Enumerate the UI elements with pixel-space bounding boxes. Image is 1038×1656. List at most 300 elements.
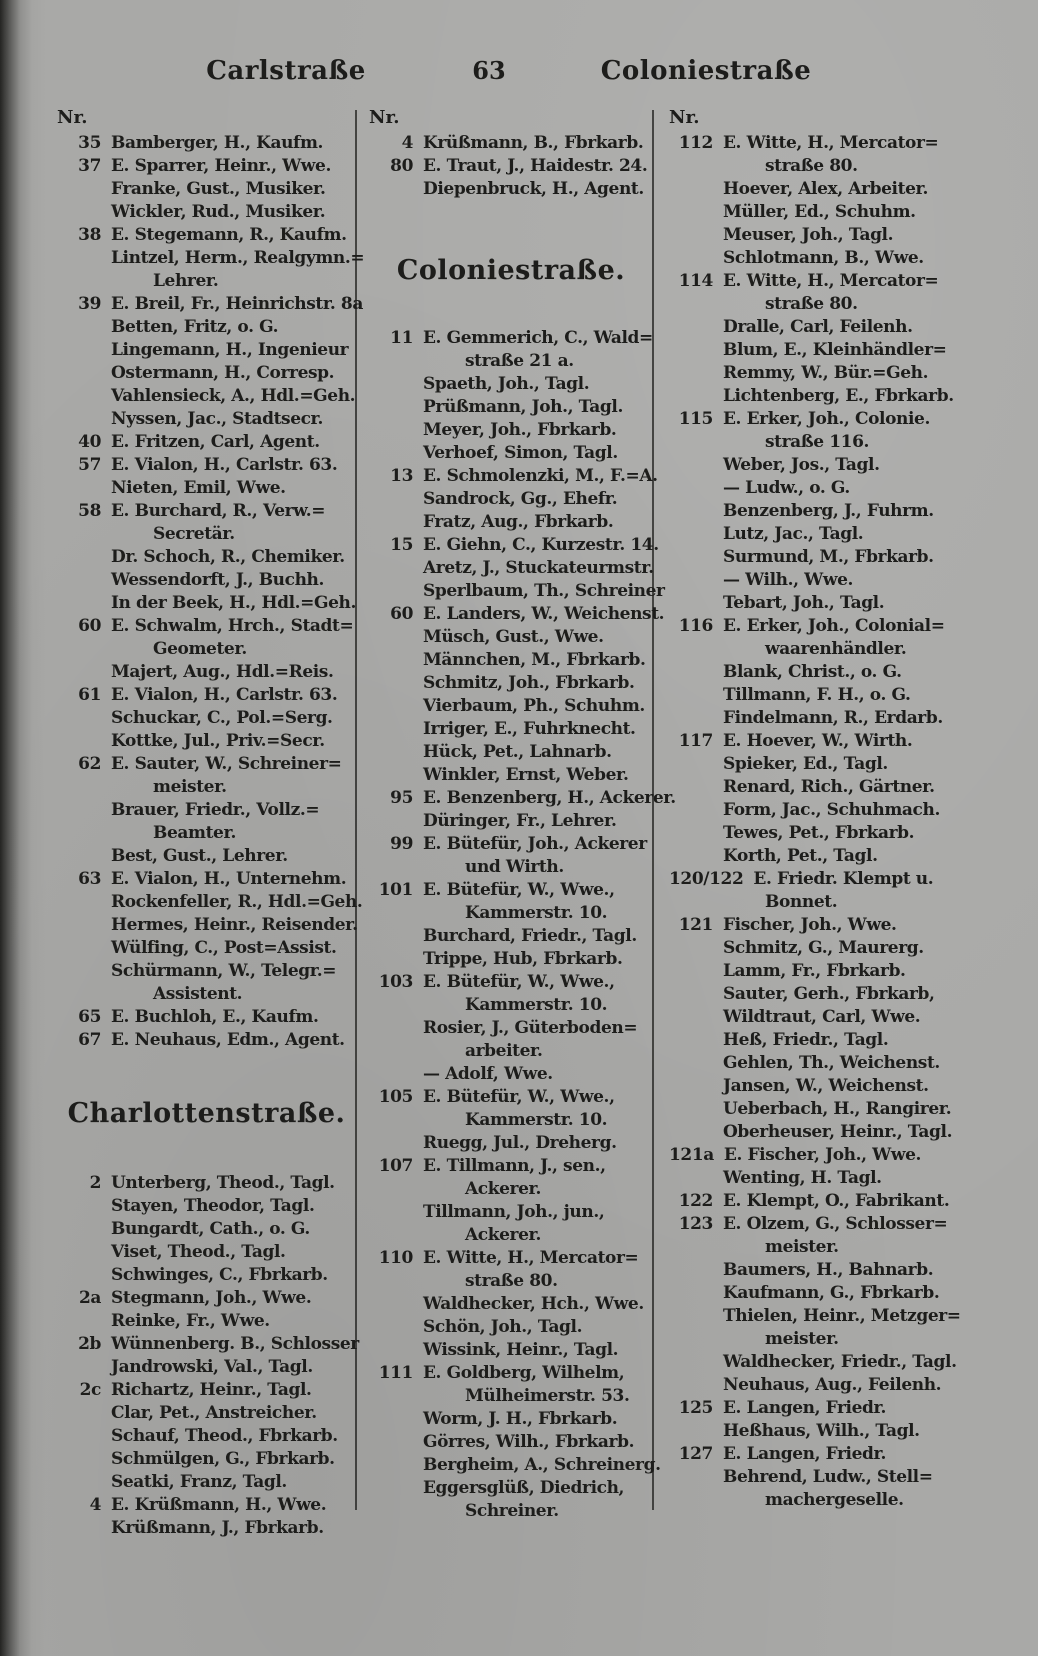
entry-continuation-line: Reinke, Fr., Wwe. — [111, 1311, 270, 1331]
nr-column-label: Nr. — [369, 107, 400, 128]
entry-continuation-line: Seatki, Franz, Tagl. — [111, 1472, 287, 1492]
directory-entry — [669, 914, 1009, 1144]
entry-text: E. Bütefür, W., Wwe., — [423, 880, 615, 900]
entry-line — [669, 1190, 1009, 1213]
entry-line — [369, 971, 653, 994]
directory-entry — [57, 684, 356, 753]
entry-continuation-line: Wickler, Rud., Musiker. — [111, 202, 326, 222]
entry-continuation-line: straße 80. — [765, 294, 858, 314]
entry-continuation-line: Korth, Pet., Tagl. — [723, 846, 878, 866]
directory-entry — [669, 1190, 1009, 1213]
entry-text: E. Langen, Friedr. — [723, 1444, 887, 1464]
house-number: 4 — [401, 133, 413, 153]
entry-continuation-line: Secretär. — [153, 524, 235, 544]
entry-continuation-line: Winkler, Ernst, Weber. — [423, 765, 629, 785]
house-number: 111 — [378, 1363, 413, 1383]
house-number: 37 — [78, 156, 101, 176]
entry-text: E. Witte, H., Mercator= — [723, 271, 939, 291]
entry-continuation-line: Görres, Wilh., Fbrkarb. — [423, 1432, 635, 1452]
house-number: 60 — [390, 604, 413, 624]
entry-continuation-line: Viset, Theod., Tagl. — [111, 1242, 286, 1262]
entry-continuation-line: Müsch, Gust., Wwe. — [423, 627, 604, 647]
entry-text: E. Stegemann, R., Kaufm. — [111, 225, 347, 245]
entry-continuation-line: Tillmann, F. H., o. G. — [723, 685, 911, 705]
house-number: 15 — [390, 535, 413, 555]
entry-text: E. Schwalm, Hrch., Stadt= — [111, 616, 354, 636]
entry-continuation-line: Baumers, H., Bahnarb. — [723, 1260, 934, 1280]
entry-line — [57, 1333, 359, 1356]
entry-text: E. Vialon, H., Carlstr. 63. — [111, 685, 338, 705]
entry-continuation-line: arbeiter. — [465, 1041, 543, 1061]
entry-continuation-line: Gehlen, Th., Weichenst. — [723, 1053, 940, 1073]
entry-line — [669, 615, 1009, 638]
house-number: 125 — [678, 1398, 713, 1418]
entry-line — [669, 408, 1009, 431]
entry-line — [369, 1086, 653, 1109]
directory-column-1 — [57, 106, 365, 1540]
entry-continuation-line: — Ludw., o. G. — [723, 478, 850, 498]
directory-entry — [669, 270, 1009, 408]
entry-continuation-line: Spieker, Ed., Tagl. — [723, 754, 888, 774]
entry-line — [57, 454, 356, 477]
house-number: 115 — [678, 409, 713, 429]
directory-entry — [369, 327, 653, 465]
directory-entry — [369, 534, 665, 603]
entry-continuation-line: Wissink, Heinr., Tagl. — [423, 1340, 619, 1360]
entry-line — [57, 1006, 356, 1029]
entry-text: Wünnenberg. B., Schlosser — [111, 1334, 359, 1354]
entry-continuation-line: Schmitz, G., Maurerg. — [723, 938, 924, 958]
entry-continuation-line: waarenhändler. — [765, 639, 907, 659]
entry-text: E. Krüßmann, H., Wwe. — [111, 1495, 327, 1515]
entry-continuation-line: Männchen, M., Fbrkarb. — [423, 650, 646, 670]
entry-line — [57, 753, 356, 776]
entry-continuation-line: Ackerer. — [465, 1225, 542, 1245]
house-number: 57 — [78, 455, 101, 475]
entry-text: E. Buchloh, E., Kaufm. — [111, 1007, 319, 1027]
directory-entry — [369, 1086, 653, 1155]
entry-text: E. Witte, H., Mercator= — [723, 133, 939, 153]
directory-entry — [669, 132, 1009, 270]
entry-line — [369, 155, 653, 178]
entry-line — [57, 1029, 356, 1052]
entry-text: E. Benzenberg, H., Ackerer. — [423, 788, 676, 808]
entry-text: E. Erker, Joh., Colonie. — [723, 409, 930, 429]
entry-text: E. Breil, Fr., Heinrichstr. 8a — [111, 294, 363, 314]
entry-continuation-line: Form, Jac., Schuhmach. — [723, 800, 940, 820]
directory-entry — [669, 1397, 1009, 1443]
house-number: 80 — [390, 156, 413, 176]
entry-continuation-line: Betten, Fritz, o. G. — [111, 317, 279, 337]
house-number: 65 — [78, 1007, 101, 1027]
house-number: 116 — [678, 616, 713, 636]
house-number: 2a — [78, 1288, 101, 1308]
entry-continuation-line: Lamm, Fr., Fbrkarb. — [723, 961, 906, 981]
entry-continuation-line: Bonnet. — [765, 892, 838, 912]
house-number: 99 — [390, 834, 413, 854]
entry-continuation-line: Prüßmann, Joh., Tagl. — [423, 397, 623, 417]
entry-continuation-line: Kaufmann, G., Fbrkarb. — [723, 1283, 940, 1303]
entry-text: Krüßmann, B., Fbrkarb. — [423, 133, 644, 153]
house-number: 67 — [78, 1030, 101, 1050]
directory-entry — [369, 971, 653, 1086]
running-head-right-street: Coloniestraße — [600, 56, 812, 86]
entry-continuation-line: Eggersglüß, Diedrich, — [423, 1478, 625, 1498]
house-number: 63 — [78, 869, 101, 889]
house-number: 60 — [78, 616, 101, 636]
entry-text: E. Vialon, H., Carlstr. 63. — [111, 455, 338, 475]
entry-continuation-line: straße 80. — [465, 1271, 558, 1291]
entry-line — [57, 868, 356, 891]
directory-entry — [369, 132, 653, 155]
entry-text: E. Sparrer, Heinr., Wwe. — [111, 156, 331, 176]
entry-text: E. Tillmann, J., sen., — [423, 1156, 606, 1176]
entry-line — [669, 1397, 1009, 1420]
entry-line — [57, 132, 356, 155]
entry-text: E. Fischer, Joh., Wwe. — [723, 1145, 922, 1165]
entry-continuation-line: Schauf, Theod., Fbrkarb. — [111, 1426, 338, 1446]
entry-continuation-line: Schmitz, Joh., Fbrkarb. — [423, 673, 635, 693]
directory-entry — [57, 155, 356, 224]
entry-continuation-line: Schürmann, W., Telegr.= — [111, 961, 337, 981]
entry-continuation-line: Jansen, W., Weichenst. — [723, 1076, 929, 1096]
entry-continuation-line: Blank, Christ., o. G. — [723, 662, 902, 682]
entry-continuation-line: Wülfing, C., Post=Assist. — [111, 938, 337, 958]
directory-entry — [57, 454, 356, 500]
entry-continuation-line: Wessendorft, J., Buchh. — [111, 570, 325, 590]
directory-entry — [57, 868, 363, 1006]
entry-line — [57, 1172, 356, 1195]
entry-line — [57, 500, 356, 523]
house-number: 112 — [678, 133, 713, 153]
entry-continuation-line: straße 80. — [765, 156, 858, 176]
entry-continuation-line: und Wirth. — [465, 857, 564, 877]
entry-text: Unterberg, Theod., Tagl. — [111, 1173, 335, 1193]
entry-continuation-line: — Adolf, Wwe. — [423, 1064, 553, 1084]
entry-continuation-line: Irriger, E., Fuhrknecht. — [423, 719, 636, 739]
entry-continuation-line: Ueberbach, H., Rangirer. — [723, 1099, 952, 1119]
directory-entry — [369, 1362, 661, 1523]
entry-continuation-line: Ackerer. — [465, 1179, 542, 1199]
entry-continuation-line: Lingemann, H., Ingenieur — [111, 340, 349, 360]
entry-continuation-line: Neuhaus, Aug., Feilenh. — [723, 1375, 942, 1395]
entry-line — [57, 155, 356, 178]
house-number: 35 — [78, 133, 101, 153]
page-header — [0, 56, 1038, 96]
entry-continuation-line: Kottke, Jul., Priv.=Secr. — [111, 731, 325, 751]
directory-entry — [57, 431, 356, 454]
entry-line — [369, 787, 676, 810]
directory-entry — [369, 787, 676, 833]
house-number: 11 — [390, 328, 413, 348]
entry-continuation-line: Heß, Friedr., Tagl. — [723, 1030, 889, 1050]
entry-text: Richartz, Heinr., Tagl. — [111, 1380, 312, 1400]
house-number: 110 — [378, 1248, 413, 1268]
page-number: 63 — [472, 56, 506, 85]
entry-continuation-line: — Wilh., Wwe. — [723, 570, 854, 590]
entry-continuation-line: Nyssen, Jac., Stadtsecr. — [111, 409, 324, 429]
directory-entry — [669, 1213, 1009, 1397]
running-head-left-street: Carlstraße — [206, 56, 366, 86]
entry-line — [57, 431, 356, 454]
entry-continuation-line: Kammerstr. 10. — [465, 1110, 608, 1130]
directory-entry — [369, 1247, 653, 1362]
house-number: 105 — [378, 1087, 413, 1107]
directory-entry — [57, 1333, 359, 1379]
entry-text: E. Bütefür, W., Wwe., — [423, 972, 615, 992]
house-number: 2b — [78, 1334, 101, 1354]
entry-text: E. Schmolenzki, M., F.=A. — [423, 466, 658, 486]
house-number: 121a — [669, 1145, 714, 1165]
entry-continuation-line: Schön, Joh., Tagl. — [423, 1317, 583, 1337]
entry-line — [369, 1362, 653, 1385]
entry-continuation-line: Sauter, Gerh., Fbrkarb, — [723, 984, 935, 1004]
entry-continuation-line: Rockenfeller, R., Hdl.=Geh. — [111, 892, 363, 912]
directory-entry — [669, 1443, 1009, 1512]
entry-continuation-line: Burchard, Friedr., Tagl. — [423, 926, 637, 946]
entry-continuation-line: Lehrer. — [153, 271, 219, 291]
house-number: 103 — [378, 972, 413, 992]
entry-line — [57, 1287, 356, 1310]
house-number: 107 — [378, 1156, 413, 1176]
entry-continuation-line: Renard, Rich., Gärtner. — [723, 777, 935, 797]
entry-text: Fischer, Joh., Wwe. — [723, 915, 897, 935]
entry-continuation-line: Franke, Gust., Musiker. — [111, 179, 326, 199]
house-number: 61 — [78, 685, 101, 705]
entry-continuation-line: Meuser, Joh., Tagl. — [723, 225, 894, 245]
street-section-header: Coloniestraße. — [396, 255, 626, 286]
entry-continuation-line: Wenting, H. Tagl. — [723, 1168, 882, 1188]
entry-line — [369, 833, 653, 856]
entry-continuation-line: Waldhecker, Hch., Wwe. — [423, 1294, 644, 1314]
entry-continuation-line: Stayen, Theodor, Tagl. — [111, 1196, 315, 1216]
entry-continuation-line: Mülheimerstr. 53. — [465, 1386, 630, 1406]
entry-line — [369, 132, 653, 155]
entry-continuation-line: Tewes, Pet., Fbrkarb. — [723, 823, 915, 843]
entry-continuation-line: Sandrock, Gg., Ehefr. — [423, 489, 618, 509]
directory-entry — [57, 1287, 356, 1333]
entry-line — [669, 914, 1009, 937]
entry-continuation-line: Hermes, Heinr., Reisender. — [111, 915, 358, 935]
entry-continuation-line: Surmund, M., Fbrkarb. — [723, 547, 934, 567]
entry-continuation-line: Müller, Ed., Schuhm. — [723, 202, 916, 222]
entry-continuation-line: Remmy, W., Bür.=Geh. — [723, 363, 929, 383]
house-number: 58 — [78, 501, 101, 521]
entry-text: E. Hoever, W., Wirth. — [723, 731, 913, 751]
house-number: 114 — [678, 271, 713, 291]
entry-continuation-line: Schmülgen, G., Fbrkarb. — [111, 1449, 335, 1469]
entry-text: E. Burchard, R., Verw.= — [111, 501, 326, 521]
directory-entry — [369, 833, 653, 879]
entry-line — [369, 465, 658, 488]
entry-line — [369, 1155, 653, 1178]
entry-text: E. Traut, J., Haidestr. 24. — [423, 156, 648, 176]
house-number: 121 — [678, 915, 713, 935]
house-number: 13 — [390, 466, 413, 486]
entry-line — [57, 1379, 356, 1402]
directory-entry — [57, 753, 356, 868]
entry-line — [369, 603, 665, 626]
directory-entry — [57, 1172, 356, 1287]
entry-continuation-line: Dr. Schoch, R., Chemiker. — [111, 547, 345, 567]
entry-line — [57, 224, 356, 247]
entry-text: E. Goldberg, Wilhelm, — [423, 1363, 625, 1383]
entry-text: E. Landers, W., Weichenst. — [423, 604, 665, 624]
directory-entry — [57, 1029, 356, 1052]
directory-column-2 — [356, 106, 676, 1523]
entry-continuation-line: Lintzel, Herm., Realgymn.= — [111, 248, 365, 268]
directory-entry — [369, 1155, 653, 1247]
entry-line — [57, 615, 356, 638]
directory-entry — [57, 293, 363, 431]
entry-line — [57, 1494, 356, 1517]
entry-continuation-line: Tillmann, Joh., jun., — [423, 1202, 605, 1222]
directory-entry — [57, 615, 356, 684]
house-number: 117 — [678, 731, 713, 751]
entry-continuation-line: Hück, Pet., Lahnarb. — [423, 742, 612, 762]
entry-continuation-line: machergeselle. — [765, 1490, 904, 1510]
entry-continuation-line: Wildtraut, Carl, Wwe. — [723, 1007, 921, 1027]
entry-continuation-line: Fratz, Aug., Fbrkarb. — [423, 512, 614, 532]
entry-text: E. Bütefür, W., Wwe., — [423, 1087, 615, 1107]
entry-continuation-line: Heßhaus, Wilh., Tagl. — [723, 1421, 920, 1441]
entry-text: E. Klempt, O., Fabrikant. — [723, 1191, 950, 1211]
entry-line — [669, 1213, 1009, 1236]
entry-continuation-line: Brauer, Friedr., Vollz.= — [111, 800, 320, 820]
entry-continuation-line: Schlotmann, B., Wwe. — [723, 248, 924, 268]
entry-continuation-line: Lutz, Jac., Tagl. — [723, 524, 864, 544]
entry-line — [669, 1443, 1009, 1466]
entry-text: E. Langen, Friedr. — [723, 1398, 887, 1418]
entry-continuation-line: Lichtenberg, E., Fbrkarb. — [723, 386, 954, 406]
directory-entry — [669, 868, 1009, 914]
house-number: 2 — [89, 1173, 101, 1193]
house-number: 39 — [78, 294, 101, 314]
directory-entry — [57, 132, 356, 155]
directory-entry — [369, 465, 658, 534]
house-number: 95 — [390, 788, 413, 808]
entry-continuation-line: Hoever, Alex, Arbeiter. — [723, 179, 928, 199]
nr-column-label: Nr. — [57, 107, 88, 128]
entry-continuation-line: Schreiner. — [465, 1501, 559, 1521]
entry-continuation-line: Meyer, Joh., Fbrkarb. — [423, 420, 617, 440]
house-number: 120/122 — [669, 869, 744, 889]
directory-entry — [669, 1144, 1009, 1190]
entry-text: E. Vialon, H., Unternehm. — [111, 869, 347, 889]
entry-continuation-line: Worm, J. H., Fbrkarb. — [423, 1409, 618, 1429]
house-number: 123 — [678, 1214, 713, 1234]
entry-continuation-line: meister. — [765, 1237, 839, 1257]
entry-text: E. Bütefür, Joh., Ackerer — [423, 834, 647, 854]
entry-text: E. Neuhaus, Edm., Agent. — [111, 1030, 345, 1050]
entry-line — [57, 684, 356, 707]
entry-continuation-line: Düringer, Fr., Lehrer. — [423, 811, 617, 831]
entry-continuation-line: In der Beek, H., Hdl.=Geh. — [111, 593, 357, 613]
directory-entry — [669, 730, 1009, 868]
directory-entry — [369, 155, 653, 201]
entry-continuation-line: Nieten, Emil, Wwe. — [111, 478, 286, 498]
entry-continuation-line: Thielen, Heinr., Metzger= — [723, 1306, 961, 1326]
entry-text: E. Olzem, G., Schlosser= — [723, 1214, 948, 1234]
entry-continuation-line: Dralle, Carl, Feilenh. — [723, 317, 913, 337]
entry-continuation-line: Clar, Pet., Anstreicher. — [111, 1403, 317, 1423]
entry-continuation-line: Kammerstr. 10. — [465, 903, 608, 923]
directory-entry — [57, 1006, 356, 1029]
entry-continuation-line: Sperlbaum, Th., Schreiner — [423, 581, 665, 601]
entry-continuation-line: Tebart, Joh., Tagl. — [723, 593, 885, 613]
entry-continuation-line: straße 21 a. — [465, 351, 574, 371]
directory-entry — [669, 615, 1009, 730]
entry-continuation-line: Benzenberg, J., Fuhrm. — [723, 501, 934, 521]
street-section-header: Charlottenstraße. — [67, 1098, 346, 1129]
entry-continuation-line: Behrend, Ludw., Stell= — [723, 1467, 933, 1487]
entry-text: Stegmann, Joh., Wwe. — [111, 1288, 312, 1308]
entry-continuation-line: Ostermann, H., Corresp. — [111, 363, 335, 383]
entry-continuation-line: Geometer. — [153, 639, 247, 659]
entry-continuation-line: Rosier, J., Güterboden= — [423, 1018, 638, 1038]
entry-text: E. Erker, Joh., Colonial= — [723, 616, 945, 636]
entry-text: E. Witte, H., Mercator= — [423, 1248, 639, 1268]
entry-continuation-line: straße 116. — [765, 432, 870, 452]
entry-line — [669, 868, 1009, 891]
entry-continuation-line: Vierbaum, Ph., Schuhm. — [423, 696, 645, 716]
house-number: 101 — [378, 880, 413, 900]
directory-entry — [369, 603, 665, 787]
entry-continuation-line: Beamter. — [153, 823, 236, 843]
entry-line — [669, 270, 1009, 293]
entry-continuation-line: Diepenbruck, H., Agent. — [423, 179, 644, 199]
directory-columns — [57, 106, 1009, 1540]
entry-text: E. Sauter, W., Schreiner= — [111, 754, 342, 774]
binding-shadow — [0, 0, 46, 1656]
directory-entry — [57, 1379, 356, 1494]
entry-text: E. Giehn, C., Kurzestr. 14. — [423, 535, 659, 555]
entry-text: E. Fritzen, Carl, Agent. — [111, 432, 320, 452]
entry-continuation-line: Blum, E., Kleinhändler= — [723, 340, 947, 360]
entry-continuation-line: Assistent. — [153, 984, 243, 1004]
directory-entry — [669, 408, 1009, 615]
directory-column-3 — [653, 106, 1009, 1512]
entry-continuation-line: Oberheuser, Heinr., Tagl. — [723, 1122, 953, 1142]
directory-entry — [369, 879, 653, 971]
house-number: 62 — [78, 754, 101, 774]
entry-continuation-line: Krüßmann, J., Fbrkarb. — [111, 1518, 324, 1538]
house-number: 122 — [678, 1191, 713, 1211]
entry-line — [369, 879, 653, 902]
entry-continuation-line: Best, Gust., Lehrer. — [111, 846, 288, 866]
house-number: 38 — [78, 225, 101, 245]
entry-line — [369, 534, 659, 557]
entry-continuation-line: meister. — [153, 777, 227, 797]
entry-continuation-line: Schuckar, C., Pol.=Serg. — [111, 708, 333, 728]
entry-continuation-line: Ruegg, Jul., Dreherg. — [423, 1133, 617, 1153]
entry-continuation-line: Findelmann, R., Erdarb. — [723, 708, 943, 728]
house-number: 2c — [79, 1380, 101, 1400]
entry-text: Bamberger, H., Kaufm. — [111, 133, 324, 153]
entry-continuation-line: Vahlensieck, A., Hdl.=Geh. — [111, 386, 356, 406]
house-number: 127 — [678, 1444, 713, 1464]
entry-continuation-line: Verhoef, Simon, Tagl. — [423, 443, 618, 463]
entry-continuation-line: Spaeth, Joh., Tagl. — [423, 374, 590, 394]
entry-line — [369, 327, 653, 350]
entry-continuation-line: Bungardt, Cath., o. G. — [111, 1219, 310, 1239]
entry-text: E. Gemmerich, C., Wald= — [423, 328, 653, 348]
entry-continuation-line: meister. — [765, 1329, 839, 1349]
entry-continuation-line: Jandrowski, Val., Tagl. — [111, 1357, 313, 1377]
directory-entry — [57, 1494, 356, 1540]
entry-continuation-line: Weber, Jos., Tagl. — [723, 455, 880, 475]
entry-line — [369, 1247, 653, 1270]
